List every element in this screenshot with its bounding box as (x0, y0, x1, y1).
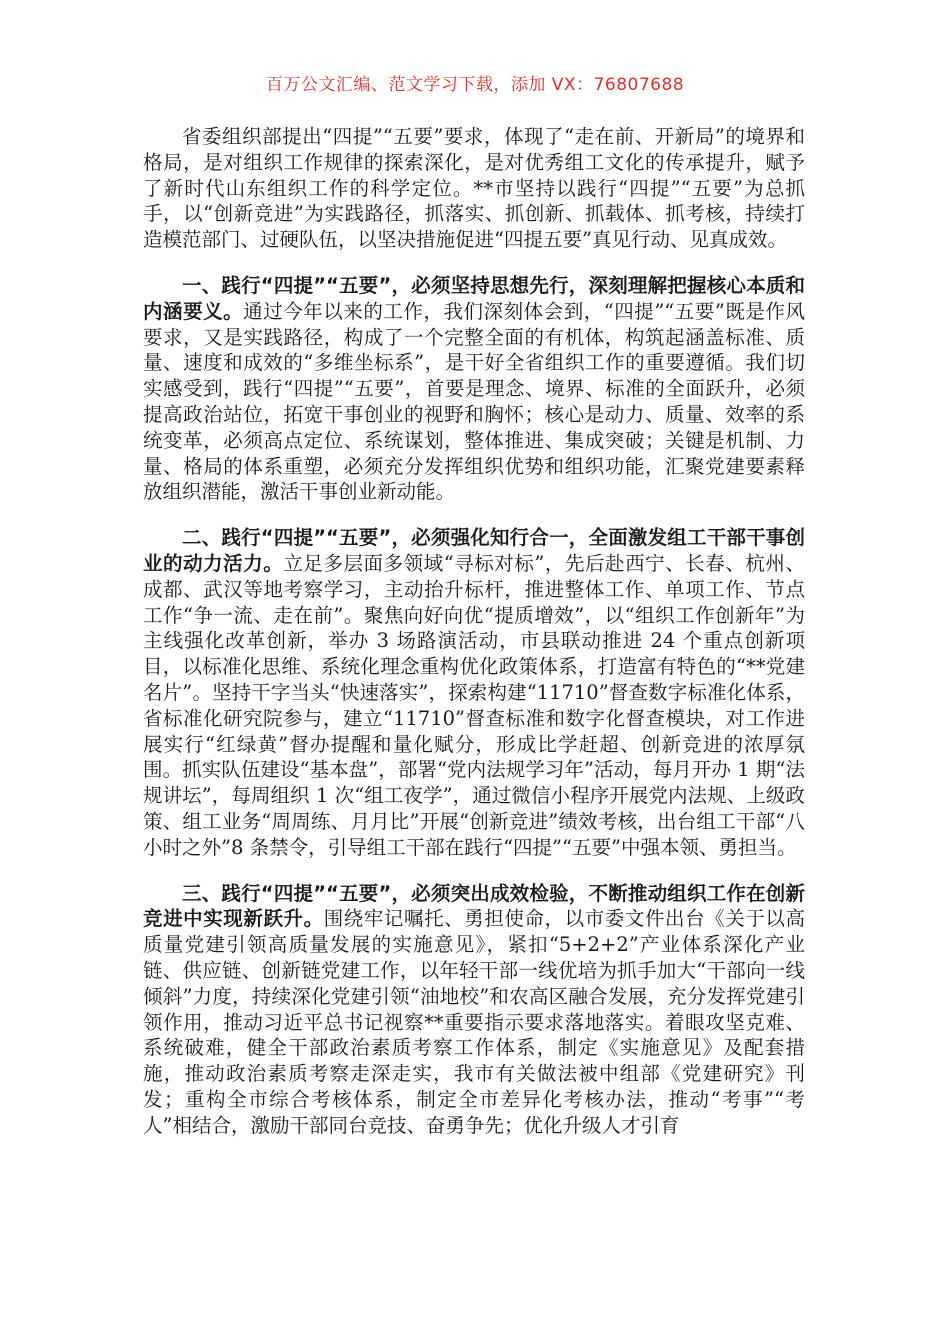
paragraph-section-3 (143, 881, 805, 1139)
paragraph-text: 围绕牢记嘱托、勇担使命，以市委文件出台《关于以高质量党建引领高质量发展的实施意见》，紧扣“5+2+2”产业体系深化产业链、供应链、创新链党建工作，以年轻干部一线优培为抓手加大“干部向一线倾斜”力度，持续深化党建引领“油地校”和农高区融合发展，充分发挥党建引领作用，推动习近平总书记视察**重要指示要求落地落实。着眼攻坚克难、系统破难，健全干部政治素质考察工作体系，制定《实施意见》及配套措施，推动政治素质考察走深走实，我市有关做法被中组部《党建研究》刊发；重构全市综合考核体系，制定全市差异化考核办法，推动“考事”“考人”相结合，激励干部同台竞技、奋勇争先；优化升级人才引育 (143, 907, 805, 1137)
paragraph-text: 通过今年以来的工作，我们深刻体会到，“四提”“五要”既是作风要求，又是实践路径，构成了一个完整全面的有机体，构筑起涵盖标准、质量、速度和成效的“多维坐标系”，是干好全省组织工作的重要遵循。我们切实感受到，践行“四提”“五要”，首要是理念、境界、标准的全面跃升，必须提高政治站位，拓宽干事创业的视野和胸怀；核心是动力、质量、效率的系统变革，必须高点定位、系统谋划，整体推进、集成突破；关键是机制、力量、格局的体系重塑，必须充分发挥组织优势和组织功能，汇聚党建要素释放组织潜能，激活干事创业新动能。 (143, 299, 805, 504)
paragraph-text: 立足多层面多领域“寻标对标”，先后赴西宁、长春、杭州、成都、武汉等地考察学习，主动抬升标杆，推进整体工作、单项工作、节点工作“争一流、走在前”。聚焦向好向优“提质增效”，以“组织工作创新年”为主线强化改革创新，举办 3 场路演活动，市县联动推进 24 个重点创新项目，以标准化思维、系统化理念重构优化政策体系，打造富有特色的“**党建名片”。坚持干字当头“快速落实”，探索构建“11710”督查数字标准化体系，省标准化研究院参与，建立“11710”督查标准和数字化督查模块，对工作进展实行“红绿黄”督办提醒和量化赋分，形成比学赶超、创新竞进的浓厚氛围。抓实队伍建设“基本盘”，部署“党内法规学习年”活动，每月开办 1 期“法规讲坛”，每周组织 1 次“组工夜学”，通过微信小程序开展党内法规、上级政策、组工业务“周周练、月月比”开展“创新竞进”绩效考核，出台组工干部“八小时之外”8 条禁令，引导组工干部在践行“四提”“五要”中强本领、勇担当。 (143, 551, 805, 859)
document-body (143, 124, 805, 1158)
paragraph-intro (143, 124, 805, 253)
paragraph-text: 省委组织部提出“四提”“五要”要求，体现了“走在前、开新局”的境界和格局，是对组织工作规律的探索深化，是对优秀组工文化的传承提升，赋予了新时代山东组织工作的科学定位。**市坚持以践行“四提”“五要”为总抓手，以“创新竞进”为实践路径，抓落实、抓创新、抓载体、抓考核，持续打造模范部门、过硬队伍，以坚决措施促进“四提五要”真见行动、见真成效。 (143, 125, 805, 252)
watermark-text: 百万公文汇编、范文学习下载，添加 VX：76807688 (265, 75, 685, 95)
paragraph-lead: 二、践行“四提”“五要”，必须强化知行合一，全面激发组工干部干事创业的动力活力。 (143, 526, 805, 575)
paragraph-lead: 三、践行“四提”“五要”，必须突出成效检验，不断推动组织工作在创新竞进中实现新跃升。 (143, 881, 805, 931)
paragraph-section-1 (143, 273, 805, 505)
paragraph-lead: 一、践行“四提”“五要”，必须坚持思想先行，深刻理解把握核心本质和内涵要义。 (143, 273, 805, 323)
paragraph-section-2 (143, 525, 805, 860)
